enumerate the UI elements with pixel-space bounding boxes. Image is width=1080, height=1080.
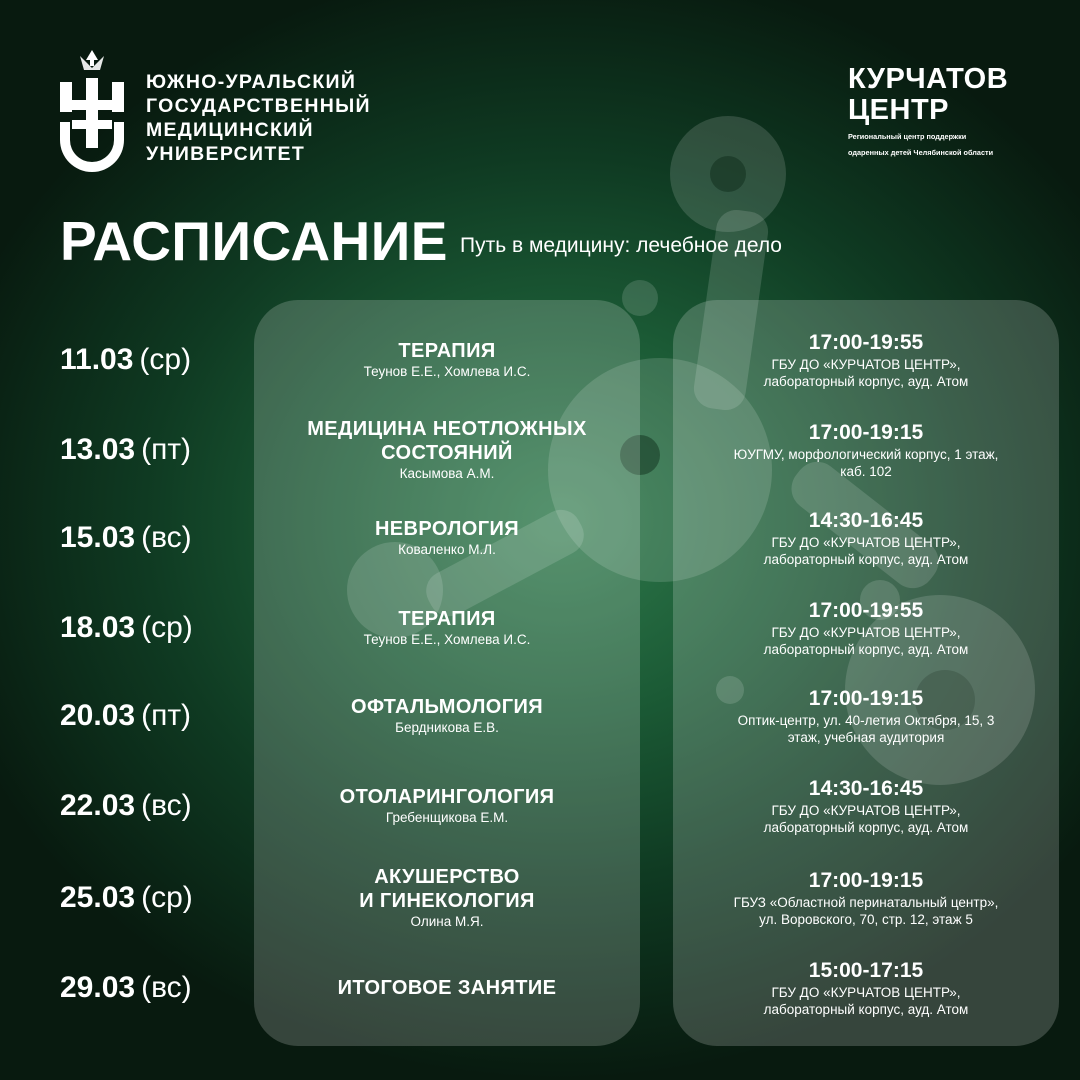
slot-cell xyxy=(684,420,1048,480)
course-teacher: Бердникова Е.В. xyxy=(395,720,499,735)
schedule-row xyxy=(0,509,1080,567)
date-weekday: (вс) xyxy=(141,971,192,1004)
date-day: 20.03 xyxy=(60,699,136,732)
page-title: РАСПИСАНИЕ xyxy=(60,210,448,272)
slot-time: 17:00-19:15 xyxy=(808,687,924,710)
schedule-row xyxy=(0,777,1080,835)
course-teacher: Касымова А.М. xyxy=(399,466,495,481)
slot-place: ЮУГМУ, морфологический корпус, 1 этаж, каб. 102 xyxy=(733,447,999,479)
slot-cell xyxy=(684,958,1048,1018)
schedule-row xyxy=(0,418,1080,481)
slot-cell xyxy=(684,686,1048,746)
times-panel xyxy=(673,300,1059,1046)
slot-place: ГБУ ДО «КУРЧАТОВ ЦЕНТР», лабораторный корпус, ауд. Атом xyxy=(763,625,969,657)
slot-place: ГБУЗ «Областной перинатальный центр», ул. Воровского, 70, стр. 12, этаж 5 xyxy=(733,895,999,927)
schedule-row xyxy=(0,599,1080,657)
schedule-date xyxy=(60,521,192,555)
date-weekday: (вс) xyxy=(141,789,192,822)
slot-time: 17:00-19:15 xyxy=(808,869,924,892)
courses-panel xyxy=(254,300,640,1046)
page-subtitle: Путь в медицину: лечебное дело xyxy=(460,234,782,257)
date-day: 13.03 xyxy=(60,433,136,466)
course-name: ТЕРАПИЯ xyxy=(398,340,496,362)
university-name xyxy=(146,70,371,166)
date-day: 25.03 xyxy=(60,881,136,914)
date-day: 15.03 xyxy=(60,521,136,554)
date-weekday: (ср) xyxy=(139,343,192,376)
course-name: АКУШЕРСТВО И ГИНЕКОЛОГИЯ xyxy=(359,866,535,912)
date-day: 29.03 xyxy=(60,971,136,1004)
course-cell xyxy=(260,785,634,827)
partner-title-line: ЦЕНТР xyxy=(848,94,950,126)
course-name: ИТОГОВОЕ ЗАНЯТИЕ xyxy=(337,977,557,999)
schedule-date xyxy=(60,611,193,645)
course-name: НЕВРОЛОГИЯ xyxy=(374,518,520,540)
partner-logo xyxy=(848,64,1008,158)
slot-time: 17:00-19:15 xyxy=(808,421,924,444)
date-day: 22.03 xyxy=(60,789,136,822)
slot-place: ГБУ ДО «КУРЧАТОВ ЦЕНТР», лабораторный корпус, ауд. Атом xyxy=(763,535,969,567)
date-weekday: (пт) xyxy=(141,699,192,732)
slot-cell xyxy=(684,776,1048,836)
course-teacher: Олина М.Я. xyxy=(410,914,484,929)
course-cell xyxy=(260,865,634,931)
course-cell xyxy=(260,695,634,737)
date-weekday: (ср) xyxy=(141,881,193,914)
course-cell xyxy=(260,417,634,483)
date-day: 11.03 xyxy=(60,343,134,376)
slot-time: 17:00-19:55 xyxy=(808,599,924,622)
university-name-line: УНИВЕРСИТЕТ xyxy=(146,143,306,165)
schedule-date xyxy=(60,789,192,823)
course-teacher: Гребенщикова Е.М. xyxy=(385,810,509,825)
slot-time: 14:30-16:45 xyxy=(808,509,924,532)
course-name: ТЕРАПИЯ xyxy=(398,608,496,630)
slot-cell xyxy=(684,868,1048,928)
slot-time: 14:30-16:45 xyxy=(808,777,924,800)
schedule-date xyxy=(60,433,191,467)
university-name-line: ГОСУДАРСТВЕННЫЙ xyxy=(146,95,371,117)
slot-cell xyxy=(684,330,1048,390)
partner-subtitle-line: одаренных детей Челябинской области xyxy=(848,148,994,157)
course-name: МЕДИЦИНА НЕОТЛОЖНЫХ СОСТОЯНИЙ xyxy=(307,418,587,464)
schedule-date xyxy=(60,881,193,915)
schedule-date xyxy=(60,971,192,1005)
course-teacher: Теунов Е.Е., Хомлева И.С. xyxy=(363,632,531,647)
course-cell xyxy=(260,607,634,649)
date-weekday: (ср) xyxy=(141,611,193,644)
course-name: ОТОЛАРИНГОЛОГИЯ xyxy=(339,786,555,808)
slot-place: ГБУ ДО «КУРЧАТОВ ЦЕНТР», лабораторный корпус, ауд. Атом xyxy=(763,357,969,389)
schedule-row xyxy=(0,331,1080,389)
partner-title-line: КУРЧАТОВ xyxy=(848,63,1009,95)
slot-time: 15:00-17:15 xyxy=(808,959,924,982)
partner-subtitle-line: Региональный центр поддержки xyxy=(848,132,967,141)
course-teacher: Коваленко М.Л. xyxy=(398,542,496,557)
schedule-row xyxy=(0,687,1080,745)
slot-place: ГБУ ДО «КУРЧАТОВ ЦЕНТР», лабораторный корпус, ауд. Атом xyxy=(763,985,969,1017)
sumu-emblem-icon xyxy=(60,48,124,172)
slot-cell xyxy=(684,508,1048,568)
schedule-date xyxy=(60,343,191,377)
course-name: ОФТАЛЬМОЛОГИЯ xyxy=(350,696,544,718)
schedule-row xyxy=(0,866,1080,929)
slot-place: ГБУ ДО «КУРЧАТОВ ЦЕНТР», лабораторный корпус, ауд. Атом xyxy=(763,803,969,835)
slot-time: 17:00-19:55 xyxy=(808,331,924,354)
date-weekday: (пт) xyxy=(141,433,192,466)
slot-cell xyxy=(684,598,1048,658)
slot-place: Оптик-центр, ул. 40-летия Октября, 15, 3 этаж, учебная аудитория xyxy=(737,713,995,745)
date-day: 18.03 xyxy=(60,611,136,644)
course-cell xyxy=(260,517,634,559)
schedule-row xyxy=(0,959,1080,1017)
course-cell xyxy=(260,339,634,381)
university-name-line: ЮЖНО-УРАЛЬСКИЙ xyxy=(146,71,357,93)
university-name-line: МЕДИЦИНСКИЙ xyxy=(146,119,314,141)
schedule-date xyxy=(60,699,191,733)
course-teacher: Теунов Е.Е., Хомлева И.С. xyxy=(363,364,531,379)
date-weekday: (вс) xyxy=(141,521,192,554)
course-cell xyxy=(260,976,634,1000)
